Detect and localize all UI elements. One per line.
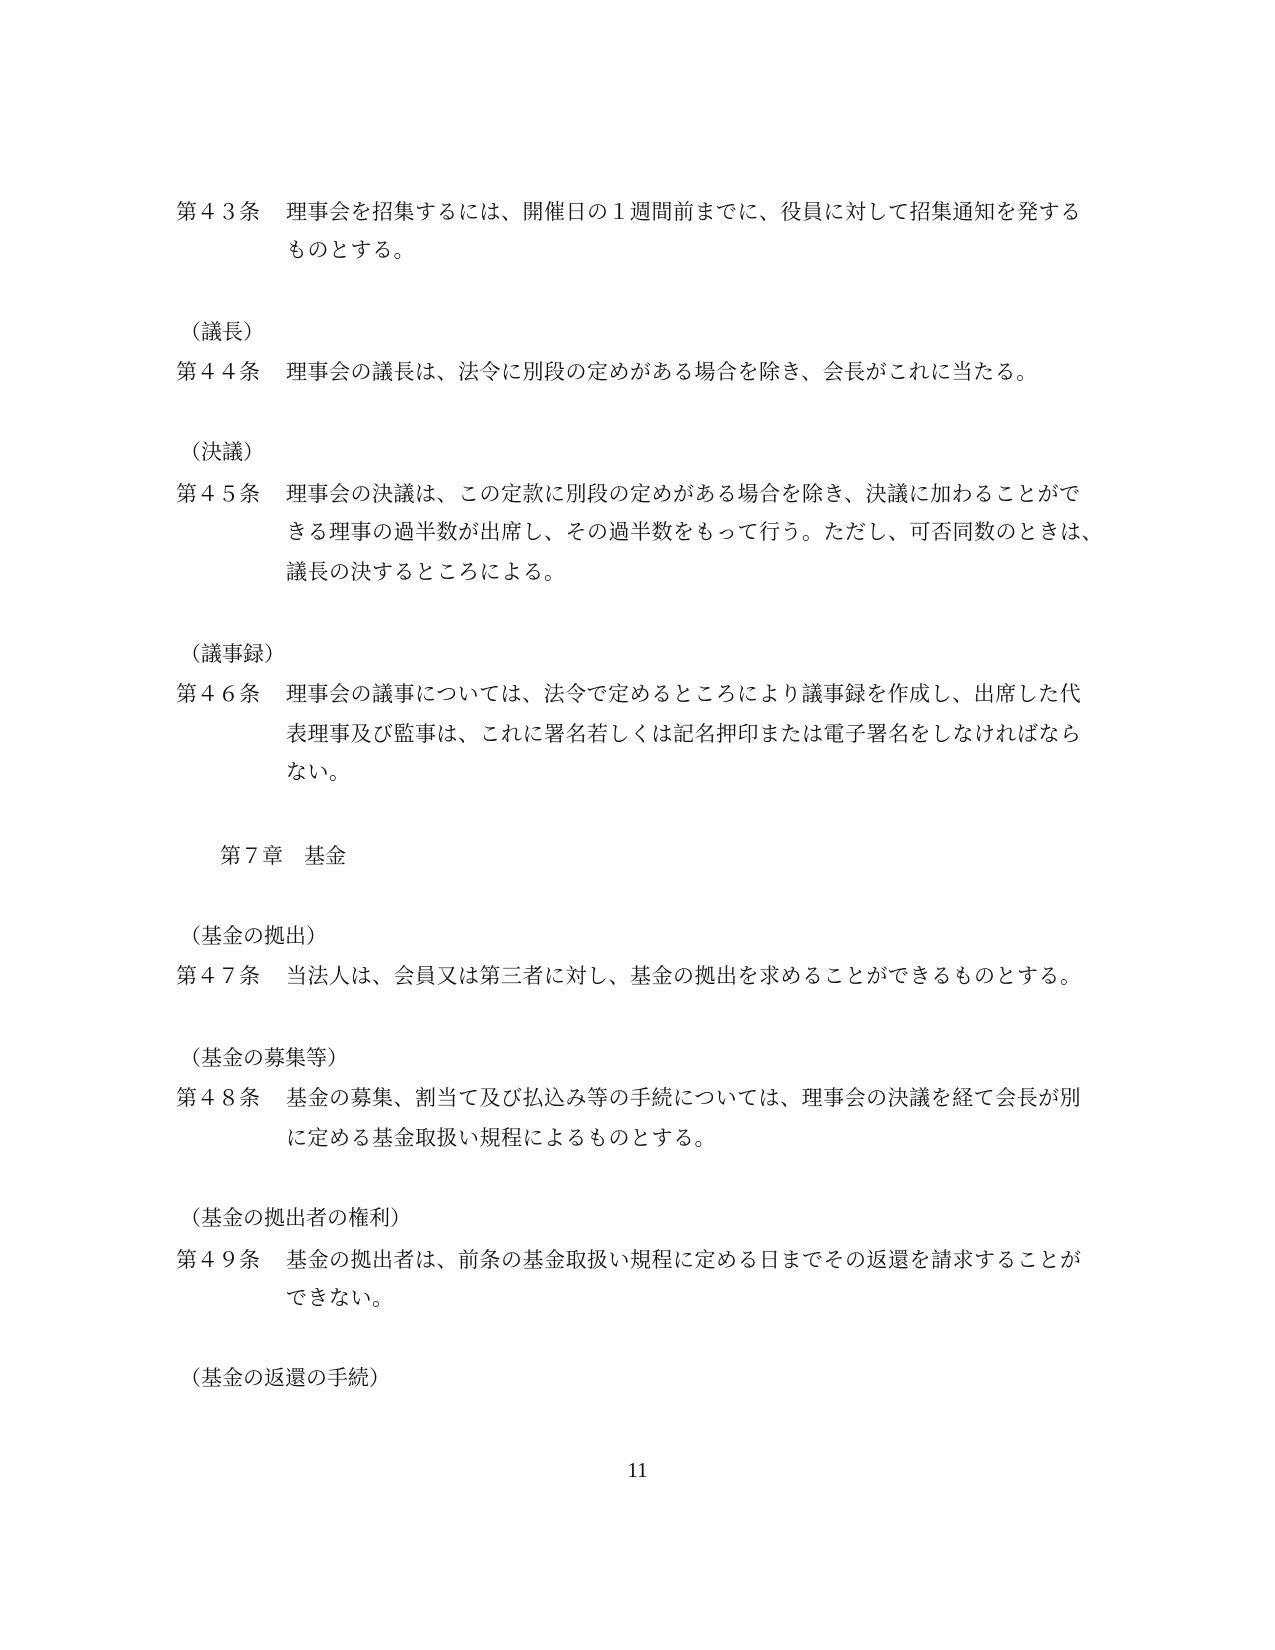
- article-49-heading: （基金の拠出者の権利）: [180, 1206, 411, 1230]
- article-46-line-3: ない。: [286, 760, 351, 784]
- article-48-heading: （基金の募集等）: [180, 1046, 348, 1070]
- article-45-line-1: 理事会の決議は、この定款に別段の定めがある場合を除き、決議に加わることがで: [286, 482, 1081, 506]
- article-number-44: 第４４条: [176, 360, 260, 384]
- article-45-line-3: 議長の決するところによる。: [286, 560, 566, 584]
- article-45-line-2: きる理事の過半数が出席し、その過半数をもって行う。ただし、可否同数のときは、: [286, 520, 1103, 544]
- article-48-line-1: 基金の募集、割当て及び払込み等の手続については、理事会の決議を経て会長が別: [286, 1086, 1082, 1110]
- article-number-48: 第４８条: [176, 1086, 260, 1110]
- article-43-line-2: ものとする。: [286, 238, 415, 262]
- article-number-46: 第４６条: [176, 682, 260, 706]
- article-49-line-2: できない。: [286, 1286, 394, 1310]
- article-number-47: 第４７条: [176, 964, 260, 988]
- article-46-line-1: 理事会の議事については、法令で定めるところにより議事録を作成し、出席した代: [286, 682, 1082, 706]
- article-48-line-2: に定める基金取扱い規程によるものとする。: [286, 1126, 716, 1150]
- article-43-line-1: 理事会を招集するには、開催日の１週間前までに、役員に対して招集通知を発する: [286, 200, 1082, 224]
- article-number-43: 第４３条: [176, 200, 260, 224]
- article-number-49: 第４９条: [176, 1248, 260, 1272]
- article-46-line-2: 表理事及び監事は、これに署名若しくは記名押印または電子署名をしなければなら: [286, 722, 1082, 746]
- article-44-heading: （議長）: [180, 320, 264, 344]
- article-47-line-1: 当法人は、会員又は第三者に対し、基金の拠出を求めることができるものとする。: [286, 964, 1082, 988]
- article-44-line-1: 理事会の議長は、法令に別段の定めがある場合を除き、会長がこれに当たる。: [286, 360, 1038, 384]
- page-number: 11: [627, 1458, 648, 1482]
- chapter-title: 第７章 基金: [220, 844, 346, 868]
- article-46-heading: （議事録）: [180, 642, 285, 666]
- article-45-heading: （決議）: [180, 440, 264, 464]
- article-49-line-1: 基金の拠出者は、前条の基金取扱い規程に定める日までその返還を請求することが: [286, 1248, 1082, 1272]
- article-47-heading: （基金の拠出）: [180, 924, 327, 948]
- article-number-45: 第４５条: [176, 482, 260, 506]
- trailing-heading: （基金の返還の手続）: [180, 1366, 390, 1390]
